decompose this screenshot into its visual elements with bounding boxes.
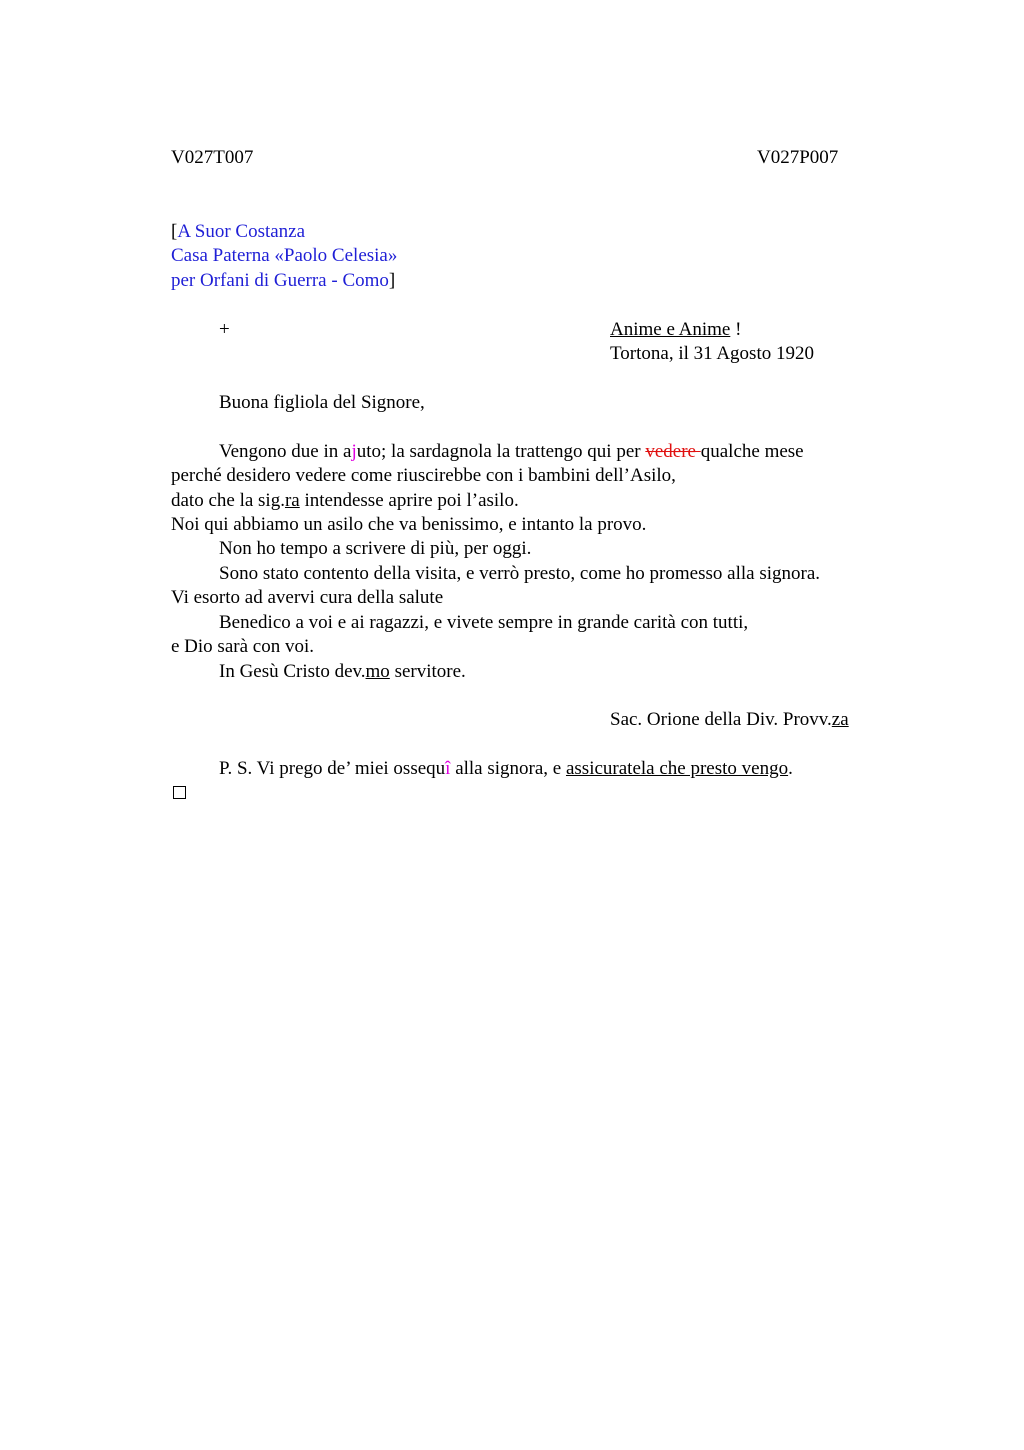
body-line-1 — [219, 440, 804, 464]
abbreviation-underlined: mo — [365, 661, 390, 682]
postscript — [219, 757, 793, 781]
body-line-9: e Dio sarà con voi. — [171, 636, 314, 657]
motto — [610, 318, 741, 342]
recipient-place: per Orfani di Guerra - Como — [171, 270, 389, 291]
signature — [610, 708, 849, 732]
recipient-line-1 — [171, 220, 305, 244]
body-text: In Gesù Cristo dev. — [219, 661, 366, 682]
body-text: dato che la sig. — [171, 490, 285, 511]
correction-letter: î — [445, 758, 451, 779]
right-archive-code: V027P007 — [757, 147, 839, 168]
place-date: Tortona, il 31 Agosto 1920 — [610, 343, 814, 364]
postscript-text: P. S. Vi prego de’ miei ossequ — [219, 758, 446, 779]
body-line-5: Non ho tempo a scrivere di più, per oggi. — [219, 538, 532, 559]
body-line-8: Benedico a voi e ai ragazzi, e vivete sempre in grande carità con tutti, — [219, 612, 749, 633]
recipient-line-3 — [171, 269, 395, 293]
salutation: Buona figliola del Signore, — [219, 392, 425, 413]
signature-underlined: za — [831, 709, 849, 730]
correction-letter: j — [351, 441, 357, 462]
body-line-6: Sono stato contento della visita, e verrò presto, come ho promesso alla signora. — [219, 563, 820, 584]
postscript-text: . — [788, 758, 793, 779]
body-text: uto; la sardagnola la trattengo qui per — [356, 441, 646, 462]
body-line-10 — [219, 660, 466, 684]
recipient-line-2: Casa Paterna «Paolo Celesia» — [171, 245, 398, 266]
struck-word: vedere — [645, 441, 701, 462]
body-text: intendesse aprire poi l’asilo. — [299, 490, 519, 511]
motto-underlined: Anime e Anime — [610, 319, 731, 340]
postscript-text: alla signora, e — [450, 758, 566, 779]
left-archive-code: V027T007 — [171, 147, 254, 168]
recipient-name: A Suor Costanza — [177, 221, 306, 242]
open-bracket: [ — [171, 221, 178, 242]
signature-text: Sac. Orione della Div. Provv. — [610, 709, 832, 730]
body-text: servitore. — [389, 661, 466, 682]
body-text: Vengono due in a — [219, 441, 352, 462]
motto-rest: ! — [730, 319, 742, 340]
body-line-4: Noi qui abbiamo un asilo che va benissimo, e intanto la provo. — [171, 514, 647, 535]
body-line-7: Vi esorto ad avervi cura della salute — [171, 587, 444, 608]
close-bracket: ] — [388, 270, 396, 291]
postscript-underlined: assicuratela che presto vengo — [565, 758, 789, 779]
body-line-2: perché desidero vedere come riuscirebbe con i bambini dell’Asilo, — [171, 465, 676, 486]
body-text: qualche mese — [700, 441, 804, 462]
body-line-3 — [171, 489, 519, 513]
abbreviation-underlined: ra — [284, 490, 300, 511]
end-marker-box — [173, 786, 186, 799]
cross-symbol: + — [219, 319, 230, 340]
